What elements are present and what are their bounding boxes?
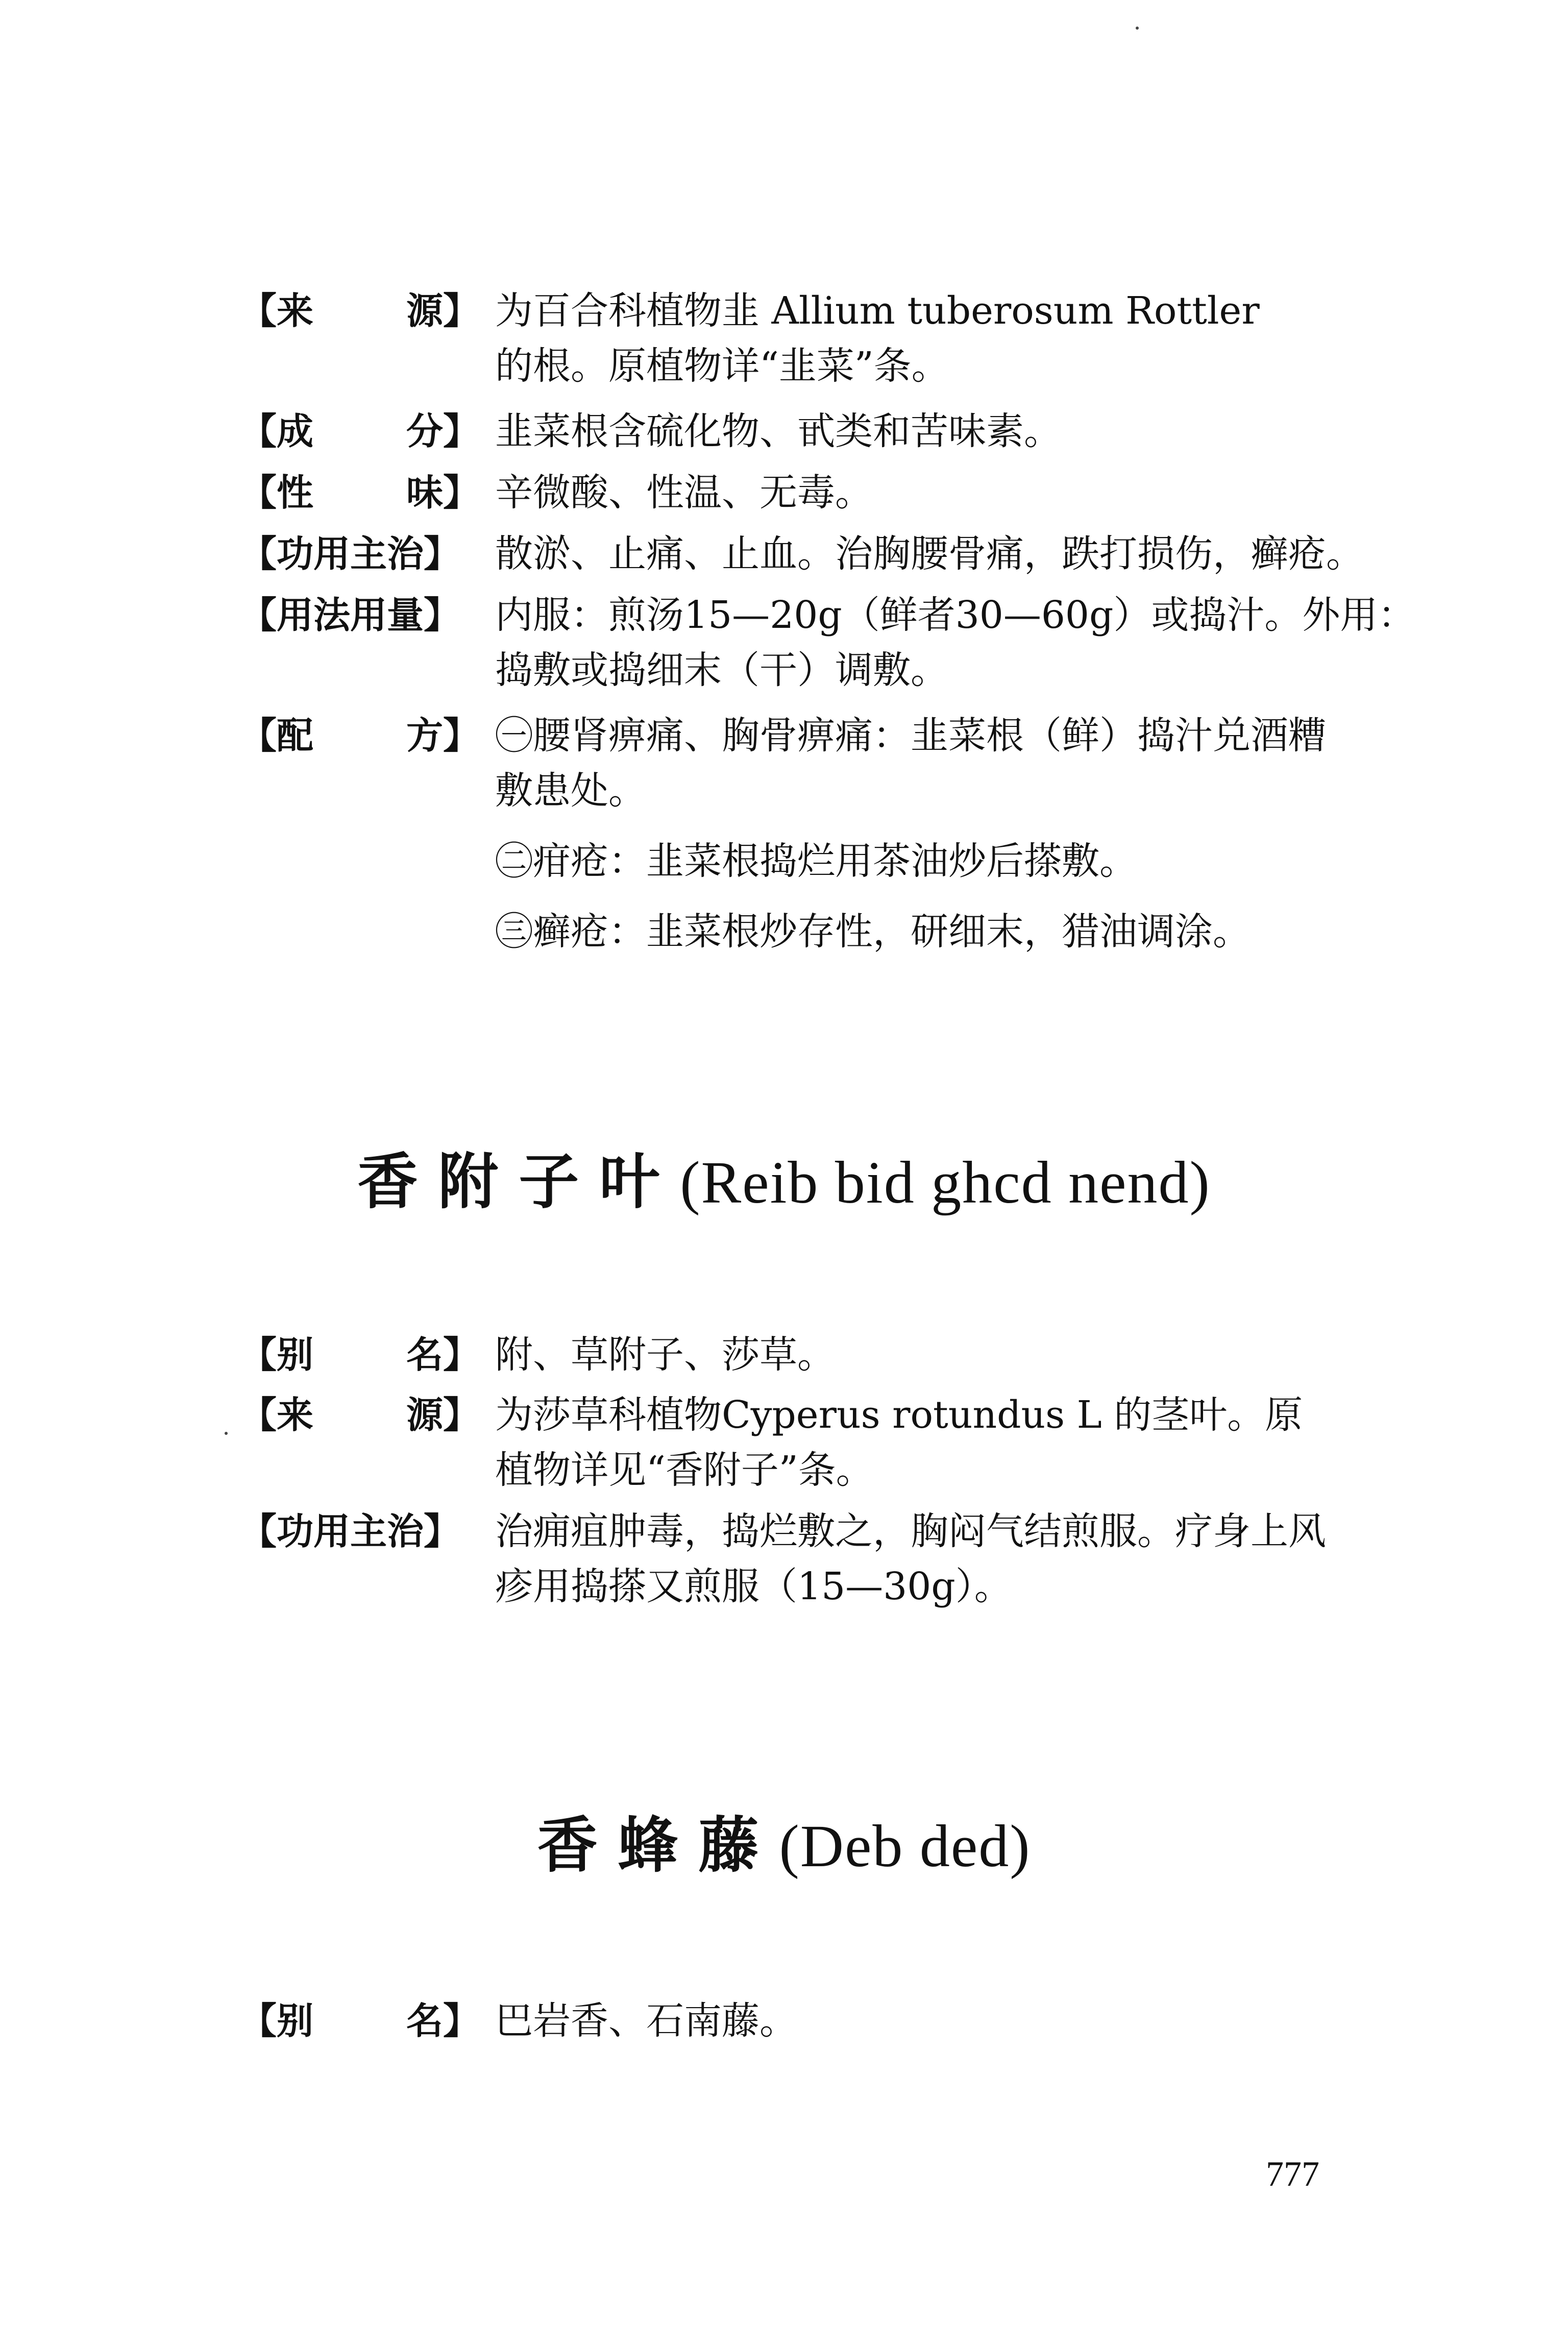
- function-row: [240, 526, 1465, 581]
- alias-text: 附、草附子、莎草。: [495, 1333, 835, 1377]
- source-text-2: 植物详见“香附子”条。: [495, 1448, 874, 1492]
- source-row-cont: [240, 338, 1465, 394]
- entry-xiangfuziye: [240, 1327, 1465, 1614]
- heading-pinyin: (Deb ded): [779, 1813, 1031, 1879]
- formula-text-2: 敷患处。: [495, 769, 646, 813]
- usage-row: [240, 588, 1465, 643]
- source-label: 【来 源】: [240, 289, 480, 332]
- source-label: 【来 源】: [240, 1394, 480, 1436]
- alias-label: 【别 名】: [240, 1333, 480, 1376]
- taste-row: [240, 465, 1465, 520]
- formula-row: [240, 708, 1465, 763]
- entry-jiucaigen: [240, 283, 1465, 959]
- formula-row-3: [240, 834, 1465, 889]
- taste-text: 辛微酸、性温、无毒。: [495, 471, 873, 515]
- function-label: 【功用主治】: [240, 532, 461, 575]
- taste-label: 【性 味】: [240, 471, 480, 514]
- usage-row-cont: [240, 643, 1465, 698]
- components-text: 韭菜根含硫化物、甙类和苦味素。: [495, 409, 1062, 453]
- heading-zh: 香蜂藤: [537, 1810, 779, 1880]
- source-text-2: 的根。原植物详“韭菜”条。: [495, 344, 949, 388]
- heading-xiangfuziye: [0, 1133, 1568, 1220]
- formula-row-2: [240, 763, 1465, 818]
- alias-row: [240, 1993, 1465, 2048]
- source-row: [240, 1387, 1465, 1443]
- heading-pinyin: (Reib bid ghcd nend): [680, 1149, 1211, 1216]
- function-row: [240, 1504, 1465, 1559]
- function-label: 【功用主治】: [240, 1510, 461, 1553]
- heading-zh: 香附子叶: [357, 1146, 680, 1217]
- usage-text-1: 内服：煎汤15—20g（鲜者30—60g）或捣汁。外用：: [495, 593, 1416, 637]
- components-label: 【成 分】: [240, 410, 480, 453]
- function-row-cont: [240, 1559, 1465, 1614]
- source-row: [240, 283, 1465, 338]
- alias-row: [240, 1327, 1465, 1382]
- source-text-1: 为莎草科植物Cyperus rotundus L 的茎叶。原: [495, 1393, 1303, 1437]
- speck: [1136, 27, 1139, 30]
- entry-xiangfengteng: [240, 1993, 1465, 2048]
- heading-xiangfengteng: [0, 1797, 1568, 1884]
- formula-row-4: [240, 904, 1465, 959]
- formula-label: 【配 方】: [240, 714, 480, 757]
- formula-text-1: ㊀腰肾痹痛、胸骨痹痛：韭菜根（鲜）捣汁兑酒糟: [495, 714, 1326, 758]
- usage-text-2: 捣敷或捣细末（干）调敷。: [495, 648, 948, 692]
- formula-text-4: ㊂癣疮：韭菜根炒存性，研细末，猎油调涂。: [495, 910, 1251, 954]
- formula-text-3: ㊁疳疮：韭菜根捣烂用茶油炒后搽敷。: [495, 839, 1137, 883]
- components-row: [240, 404, 1465, 459]
- function-text-1: 治痈疽肿毒，捣烂敷之，胸闷气结煎服。疗身上风: [495, 1509, 1326, 1553]
- source-row-cont: [240, 1443, 1465, 1498]
- source-text-1: 为百合科植物韭 Allium tuberosum Rottler: [495, 289, 1260, 333]
- function-text-2: 疹用捣搽又煎服（15—30g）。: [495, 1565, 1012, 1608]
- speck: [225, 1432, 228, 1435]
- page-number: 777: [1266, 2155, 1319, 2194]
- function-text: 散淤、止痛、止血。治胸腰骨痛，跌打损伤，癣疮。: [495, 532, 1364, 576]
- alias-text: 巴岩香、石南藤。: [495, 1999, 797, 2043]
- alias-label: 【别 名】: [240, 1999, 480, 2042]
- usage-label: 【用法用量】: [240, 594, 461, 637]
